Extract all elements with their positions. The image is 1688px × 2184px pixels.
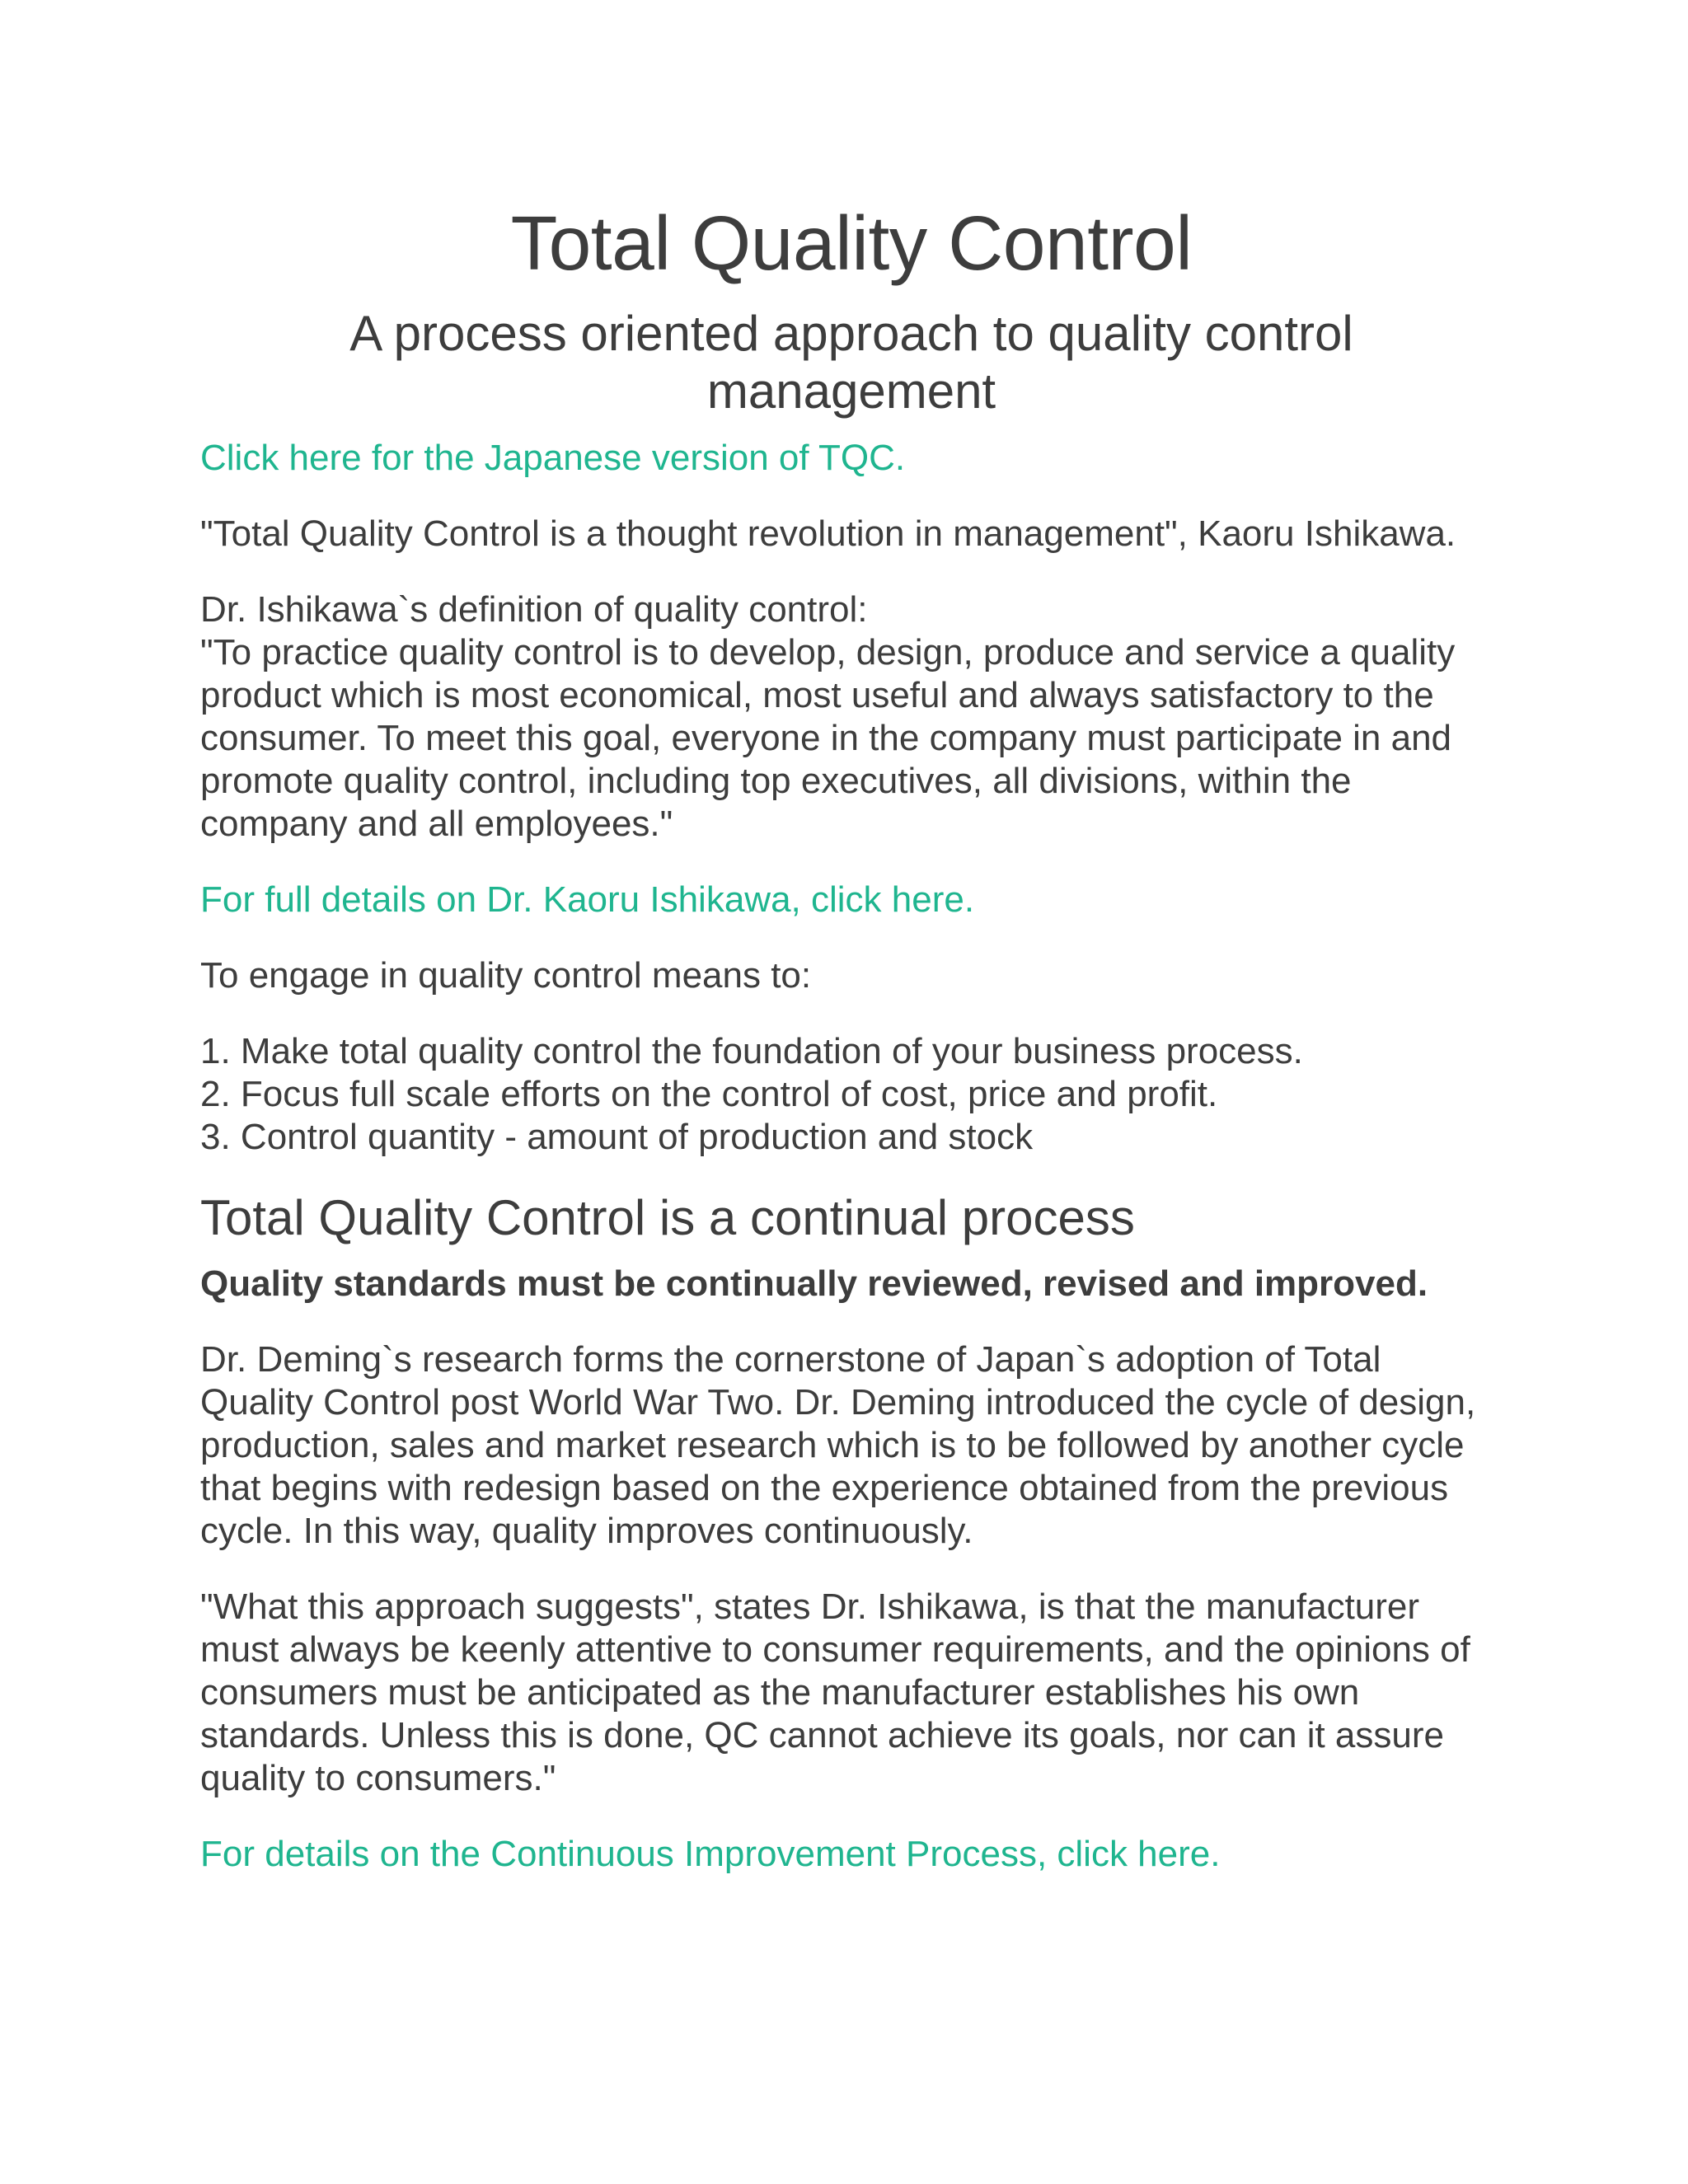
list-item: 3. Control quantity - amount of production and stock	[200, 1117, 1034, 1157]
continuous-improvement-link[interactable]: For details on the Continuous Improvement Process, click here.	[200, 1834, 1221, 1874]
deming-paragraph: Dr. Deming`s research forms the cornerstone of Japan`s adoption of Total Quality Control post World War Two. Dr. Deming introduced the cycle of design, production, sales and market research which is to be followed by another cycle that begins with redesign based on the experience obtained from the previous cycle. In this way, quality improves continuously.	[200, 1339, 1476, 1551]
japanese-version-link[interactable]: Click here for the Japanese version of TQC.	[200, 438, 906, 478]
engage-intro: To engage in quality control means to:	[200, 955, 812, 996]
section-heading: Total Quality Control is a continual process	[200, 1190, 1135, 1245]
definition-text: "To practice quality control is to develop, design, produce and service a quality product which is most economical, most useful and always satisfactory to the consumer. To meet this goal, everyone in the company must participate in and promote quality control, including top executives, all divisions, within the company and all employees."	[200, 632, 1456, 844]
engage-list	[200, 1030, 1503, 1159]
list-item: 1. Make total quality control the foundation of your business process.	[200, 1031, 1303, 1071]
definition-block	[200, 588, 1503, 846]
page-subtitle: A process oriented approach to quality control management	[349, 306, 1353, 419]
page-title: Total Quality Control	[510, 200, 1193, 286]
ishikawa-quote: "Total Quality Control is a thought revolution in management", Kaoru Ishikawa.	[200, 513, 1456, 554]
approach-quote: "What this approach suggests", states Dr. Ishikawa, is that the manufacturer must always be keenly attentive to consumer requirements, and the opinions of consumers must be anticipated as the manufacturer establishes his own standards. Unless this is done, QC cannot achieve its goals, nor can it assure quality to consumers."	[200, 1586, 1470, 1798]
ishikawa-details-link[interactable]: For full details on Dr. Kaoru Ishikawa, click here.	[200, 879, 975, 920]
definition-intro: Dr. Ishikawa`s definition of quality control:	[200, 589, 868, 630]
document-content	[200, 198, 1503, 1876]
bold-statement: Quality standards must be continually reviewed, revised and improved.	[200, 1263, 1428, 1304]
list-item: 2. Focus full scale efforts on the control of cost, price and profit.	[200, 1074, 1218, 1114]
